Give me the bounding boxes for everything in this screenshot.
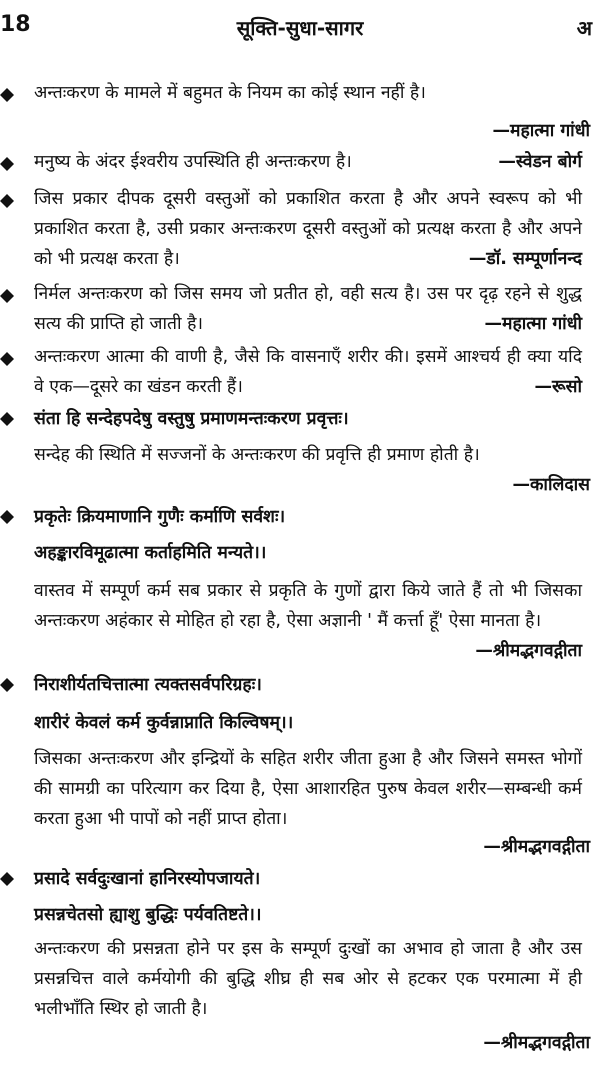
- sanskrit-verse-line: प्रसन्नचेतसो ह्याशु बुद्धिः पर्यवतिष्टते।।: [34, 905, 262, 925]
- quote-attribution: —श्रीमद्भगवद्गीता: [483, 837, 590, 857]
- quote-text: मनुष्य के अंदर ईश्वरीय उपस्थिति ही अन्तःकरण है।: [34, 152, 352, 172]
- quote-text: सन्देह की स्थिति में सज्जनों के अन्तःकरण की प्रवृत्ति ही प्रमाण होती है।: [34, 445, 480, 465]
- quote-text: निर्मल अन्तःकरण को जिस समय जो प्रतीत हो, वही सत्य है। उस पर दृढ़ रहने से शुद्ध सत्य की प्राप्ति हो जाती है।: [34, 284, 582, 334]
- sanskrit-verse-line: अहङ्कारविमूढात्मा कर्ताहमिति मन्यते।।: [34, 543, 267, 563]
- quote-text: जिसका अन्तःकरण और इन्द्रियों के सहित शरीर जीता हुआ है और जिसने समस्त भोगों की सामग्री का परित्याग कर दिया है, ऐसा आशारहित पुरुष केवल शरीर—सम्बन्धी कर्म करता हुआ भी पापों को नहीं प्राप्त होता।: [34, 749, 582, 829]
- page-number: 18: [0, 12, 31, 37]
- sanskrit-verse-line: संता हि सन्देहपदेषु वस्तुषु प्रमाणमन्तःकरण प्रवृत्तः।: [34, 409, 349, 429]
- quote-attribution: —कालिदास: [512, 475, 590, 495]
- sanskrit-verse-line: प्रकृतेः क्रियमाणानि गुणैः कर्माणि सर्वशः।: [34, 507, 286, 527]
- diamond-bullet-icon: [0, 510, 14, 524]
- quote-attribution: —श्रीमद्भगवद्गीता: [475, 641, 582, 661]
- quote-text: अन्तःकरण की प्रसन्नता होने पर इस के सम्पूर्ण दुःखों का अभाव हो जाता है और उस प्रसन्नचित्त वाले कर्मयोगी की बुद्धि शीघ्र ही सब ओर से हटकर एक परमात्मा में ही भलीभाँति स्थिर हो जाती है।: [34, 939, 582, 1019]
- diamond-bullet-icon: [0, 872, 14, 886]
- diamond-bullet-icon: [0, 194, 14, 208]
- diamond-bullet-icon: [0, 412, 14, 426]
- quote-text: वास्तव में सम्पूर्ण कर्म सब प्रकार से प्रकृति के गुणों द्वारा किये जाते हैं तो भी जिसका अन्तःकरण अहंकार से मोहित हो रहा है, ऐसा अज्ञानी ' मैं कर्त्ता हूँ' ऐसा मानता है।: [34, 581, 582, 631]
- diamond-bullet-icon: [0, 289, 14, 303]
- quote-attribution: —महात्मा गांधी: [484, 314, 582, 334]
- quote-attribution: —श्रीमद्भगवद्गीता: [483, 1033, 590, 1053]
- quote-text: जिस प्रकार दीपक दूसरी वस्तुओं को प्रकाशित करता है और अपने स्वरूप को भी प्रकाशित करता है, उसी प्रकार अन्तःकरण दूसरी वस्तुओं को प्रत्यक्ष करता है और अपने को भी प्रत्यक्ष करता है।: [34, 189, 582, 269]
- quote-text: अन्तःकरण के मामले में बहुमत के नियम का कोई स्थान नहीं है।: [34, 83, 426, 103]
- sanskrit-verse-line: प्रसादे सर्वदुःखानां हानिरस्योपजायते।: [34, 869, 261, 889]
- diamond-bullet-icon: [0, 88, 14, 102]
- sanskrit-verse-line: निराशीर्यतचित्तात्मा त्यक्तसर्वपरिग्रहः।: [34, 675, 262, 695]
- quote-attribution: —रूसो: [534, 377, 582, 397]
- quote-attribution: —स्वेडन बोर्ग: [498, 152, 582, 172]
- sanskrit-verse-line: शारीरं केवलं कर्म कुर्वन्नाप्नाति किल्विषम्।।: [34, 713, 294, 733]
- quote-attribution: —डॉ. सम्पूर्णानन्द: [468, 249, 582, 269]
- corner-mark: अ: [576, 16, 592, 40]
- diamond-bullet-icon: [0, 157, 14, 171]
- quote-text: अन्तःकरण आत्मा की वाणी है, जैसे कि वासनाएँ शरीर की। इसमें आश्चर्य ही क्या यदि वे एक—दूसरे का खंडन करती हैं।: [34, 347, 582, 397]
- page-header: [0, 8, 600, 48]
- diamond-bullet-icon: [0, 352, 14, 366]
- diamond-bullet-icon: [0, 678, 14, 692]
- quote-attribution: —महात्मा गांधी: [492, 121, 590, 141]
- running-title: सूक्ति-सुधा-सागर: [236, 16, 364, 40]
